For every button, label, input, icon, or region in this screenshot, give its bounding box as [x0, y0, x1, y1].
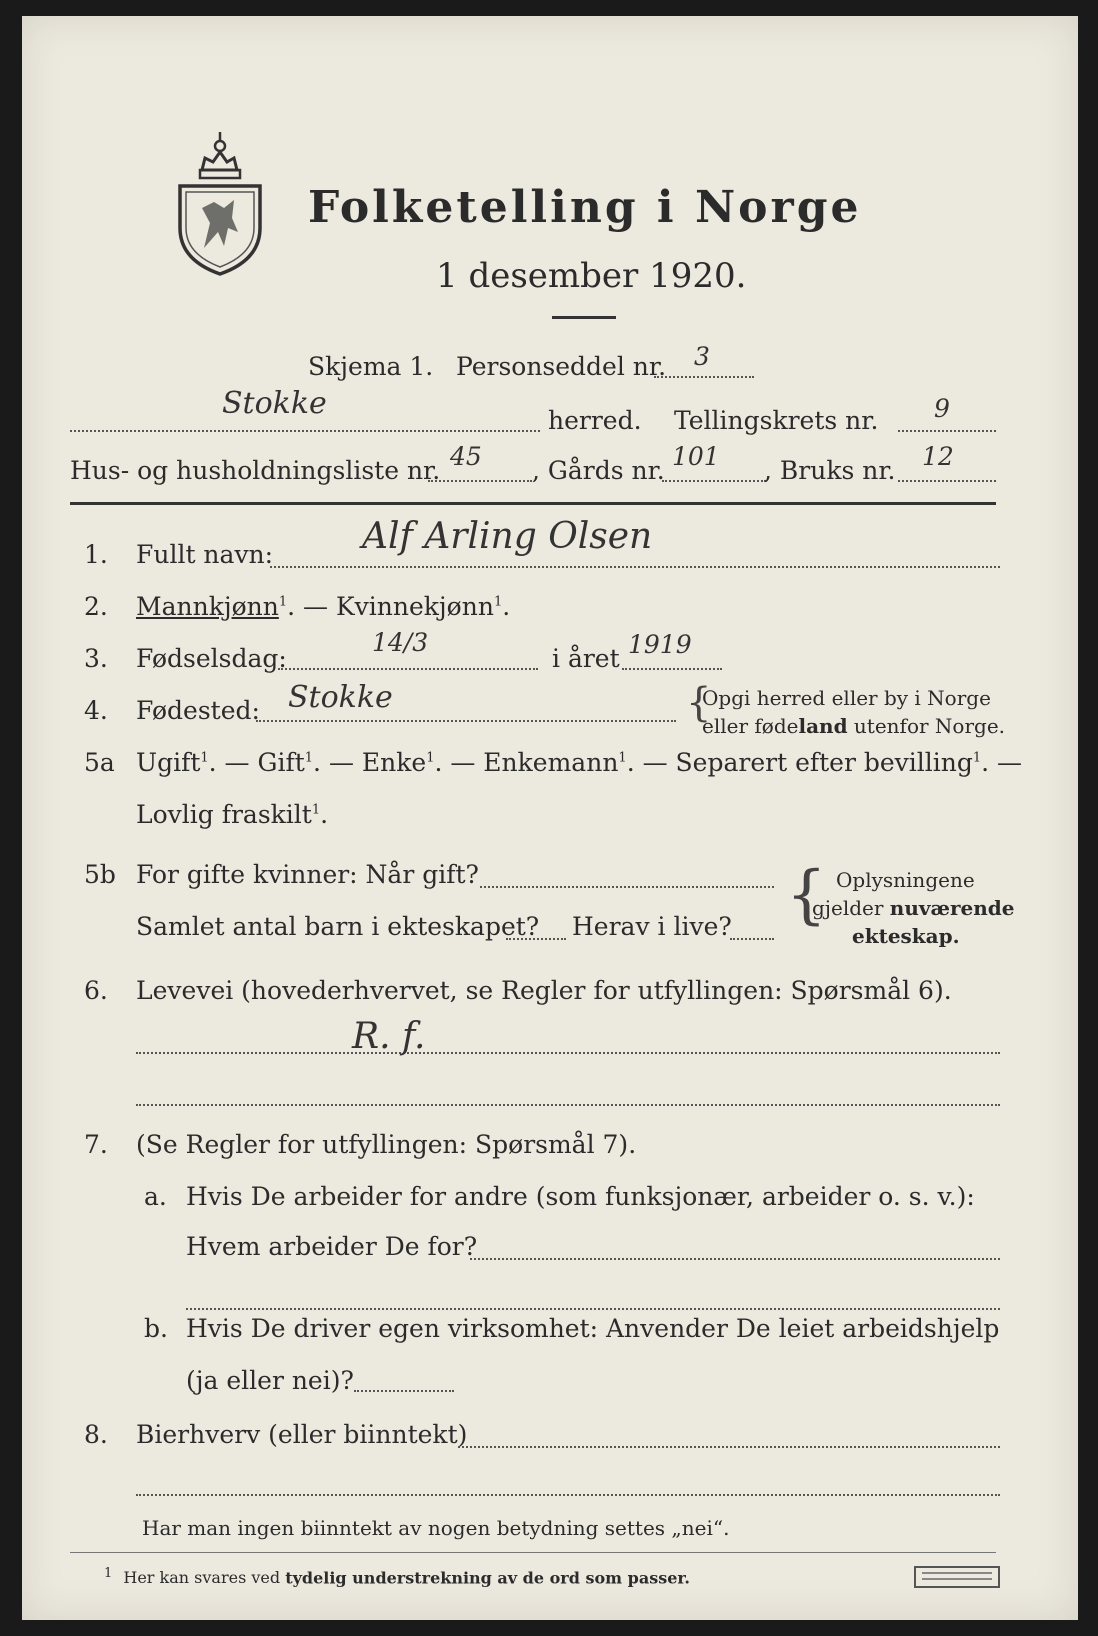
census-date: 1 desember 1920. — [436, 256, 747, 296]
skjema-label: Skjema 1. — [308, 352, 434, 381]
footnote-rule — [70, 1552, 996, 1553]
q5a-sup3: 1 — [426, 750, 435, 766]
herred-value: Stokke — [222, 386, 327, 421]
q7-label: (Se Regler for utfyllingen: Spørsmål 7). — [136, 1130, 637, 1159]
q2-kvinne: Kvinnekjønn — [335, 592, 494, 621]
q4-brace: { — [686, 680, 712, 726]
hus-label: Hus- og husholdningsliste nr. — [70, 456, 441, 485]
q5a-line2-end: . — [320, 800, 329, 829]
tellingskrets-label: Tellingskrets nr. — [674, 406, 879, 435]
gards-line — [662, 480, 766, 482]
gards-value: 101 — [672, 442, 720, 471]
q4-birthplace: Stokke — [288, 680, 393, 715]
q5a-enkemann: . — Enkemann — [434, 748, 619, 777]
q7a-label: Hvis De arbeider for andre (som funksjonær, arbeider o. s. v.): — [186, 1182, 975, 1211]
bruks-label: , Bruks nr. — [764, 456, 896, 485]
q7b-line — [354, 1390, 454, 1392]
q1-number: 1. — [84, 540, 108, 569]
q5a-sup6: 1 — [311, 802, 321, 818]
tellingskrets-value: 9 — [934, 394, 950, 423]
footnote-mark: 1 — [104, 1566, 113, 1581]
q6-number: 6. — [84, 976, 108, 1005]
q5a-separert: . — Separert efter bevilling — [626, 748, 973, 777]
q8-line-2 — [136, 1494, 1000, 1496]
q5a-sup4: 1 — [618, 750, 627, 766]
q4-line — [256, 720, 676, 722]
q5a-sup1: 1 — [200, 750, 209, 766]
q6-line-1 — [136, 1052, 1000, 1054]
q5b-note-2b: nuværende — [889, 896, 1015, 920]
herred-label: herred. — [548, 406, 642, 435]
form-title: Folketelling i Norge — [308, 182, 862, 233]
q1-line — [270, 566, 1000, 568]
q4-note-2c: utenfor Norge. — [847, 714, 1006, 738]
q5b-line-1 — [480, 886, 774, 888]
q2-end: . — [502, 592, 511, 621]
q5a-end: . — — [981, 748, 1023, 777]
norwegian-coat-of-arms-icon — [172, 128, 267, 278]
q4-label: Fødested: — [136, 696, 260, 725]
q5a-ugift: Ugift — [136, 748, 201, 777]
q5a-line2 — [136, 800, 328, 829]
q4-note-2b: land — [798, 714, 848, 738]
q5b-label-1: For gifte kvinner: Når gift? — [136, 860, 479, 889]
q8-label: Bierhverv (eller biinntekt) — [136, 1420, 468, 1449]
q5a-gift: . — Gift — [208, 748, 305, 777]
q7a-label-2: Hvem arbeider De for? — [186, 1232, 478, 1261]
q5b-label-3: Herav i live? — [572, 912, 732, 941]
q7b-number: b. — [144, 1314, 168, 1343]
q8-line-1 — [458, 1446, 1000, 1448]
header-rule — [70, 502, 996, 505]
q7a-line-2 — [186, 1308, 1000, 1310]
q5b-note-1: Oplysningene — [836, 868, 975, 892]
q7b-label-2: (ja eller nei)? — [186, 1366, 354, 1395]
q6-line-2 — [136, 1104, 1000, 1106]
census-form — [22, 16, 1078, 1620]
q2-number: 2. — [84, 592, 108, 621]
footnote-text-b: tydelig understrekning av de ord som passer. — [285, 1568, 690, 1588]
q5b-number: 5b — [84, 860, 116, 889]
q7a-number: a. — [144, 1182, 167, 1211]
q5a-options — [136, 748, 1022, 777]
q2-sep: . — — [287, 592, 336, 621]
q3-birth-date: 14/3 — [372, 628, 429, 657]
q6-label: Levevei (hovederhvervet, se Regler for utfyllingen: Spørsmål 6). — [136, 976, 952, 1005]
q3-year-label: i året — [552, 644, 620, 673]
q5a-sup5: 1 — [972, 750, 982, 766]
q4-note-2 — [702, 714, 1005, 738]
q6-occupation: R. f. — [352, 1016, 426, 1057]
q8-number: 8. — [84, 1420, 108, 1449]
q1-label: Fullt navn: — [136, 540, 274, 569]
q2-sup2: 1 — [493, 594, 503, 610]
personseddel-label: Personseddel nr. — [456, 352, 667, 381]
personseddel-line — [654, 376, 754, 378]
q5b-note-2 — [812, 896, 1015, 920]
gards-label: , Gårds nr. — [532, 456, 665, 485]
q2-sup1: 1 — [278, 594, 288, 610]
q5b-note-2a: gjelder — [812, 896, 890, 920]
personseddel-value: 3 — [694, 342, 710, 371]
tellingskrets-line — [898, 430, 996, 432]
footnote — [104, 1566, 690, 1587]
q5b-line-2 — [506, 938, 566, 940]
q5b-label-2: Samlet antal barn i ekteskapet? — [136, 912, 540, 941]
q3-birth-year: 1919 — [628, 630, 692, 659]
herred-line — [70, 430, 540, 432]
q3-label: Fødselsdag: — [136, 644, 287, 673]
hus-line — [428, 480, 532, 482]
q3-number: 3. — [84, 644, 108, 673]
bruks-line — [898, 480, 996, 482]
q7b-label: Hvis De driver egen virksomhet: Anvender De leiet arbeidshjelp — [186, 1314, 1000, 1343]
q5b-note-3: ekteskap. — [852, 924, 960, 948]
q5a-enke: . — Enke — [313, 748, 427, 777]
q5b-line-3 — [730, 938, 774, 940]
hus-value: 45 — [450, 442, 482, 471]
q2-mann: Mannkjønn — [136, 592, 279, 621]
q4-note-1: Opgi herred eller by i Norge — [702, 686, 991, 710]
q7a-line-1 — [470, 1258, 1000, 1260]
q5a-fraskilt: Lovlig fraskilt — [136, 800, 312, 829]
footnote-text-a: Her kan svares ved — [123, 1568, 286, 1588]
printer-stamp-icon — [914, 1566, 1000, 1588]
q5a-sup2: 1 — [304, 750, 314, 766]
q3-date-line — [278, 668, 538, 670]
nei-note: Har man ingen biinntekt av nogen betydning settes „nei“. — [142, 1516, 730, 1540]
q3-year-line — [622, 668, 722, 670]
q4-note-2a: eller føde — [702, 714, 799, 738]
q5b-brace: { — [786, 858, 827, 932]
bruks-value: 12 — [922, 442, 954, 471]
q4-number: 4. — [84, 696, 108, 725]
title-divider — [552, 316, 616, 319]
q7-number: 7. — [84, 1130, 108, 1159]
q5a-number: 5a — [84, 748, 115, 777]
q1-full-name: Alf Arling Olsen — [362, 516, 653, 557]
q2-options — [136, 592, 510, 621]
